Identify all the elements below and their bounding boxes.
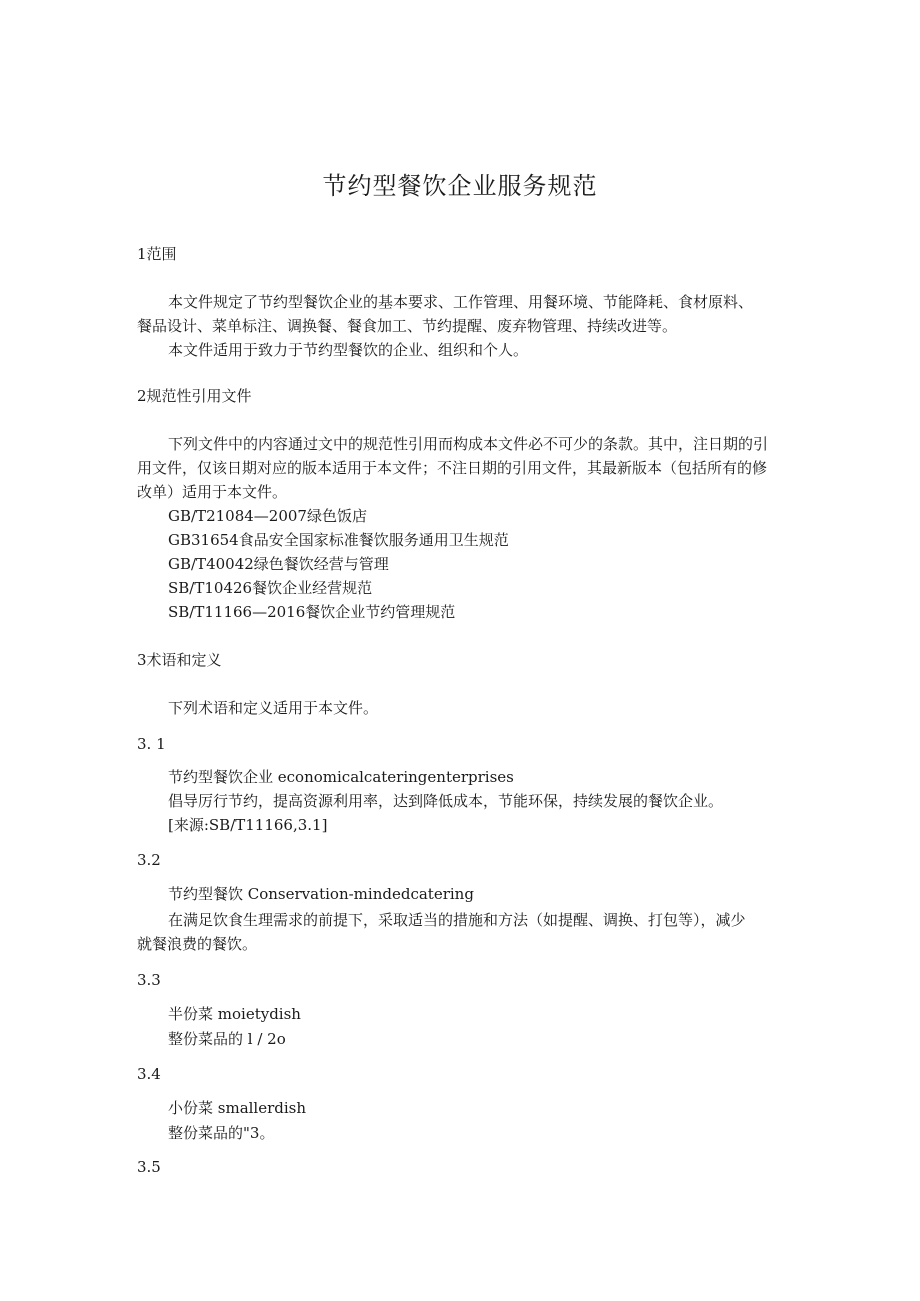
term-number: 3.3 [137,971,161,989]
reference-item: GB/T40042绿色餐饮经营与管理 [168,555,389,573]
term-number: 3. 1 [137,735,166,753]
term-number: 3.5 [137,1158,161,1176]
paragraph-line: 本文件适用于致力于节约型餐饮的企业、组织和个人。 [168,341,529,359]
term-number: 3.4 [137,1065,161,1083]
reference-item: SB/T10426餐饮企业经营规范 [168,579,373,597]
paragraph-line: 本文件规定了节约型餐饮企业的基本要求、工作管理、用餐环境、节能降耗、食材原料、 [168,293,754,311]
term-name: 节约型餐饮企业 economicalcateringenterprises [168,768,514,786]
section-heading-normative-references: 2规范性引用文件 [137,387,252,405]
term-name: 小份菜 smallerdish [168,1099,307,1117]
section-heading-scope: 1范围 [137,245,177,263]
paragraph-line: 餐品设计、菜单标注、调换餐、餐食加工、节约提醒、废弃物管理、持续改进等。 [137,317,678,335]
term-name: 半份菜 moietydish [168,1005,301,1023]
paragraph-line: 下列术语和定义适用于本文件。 [168,699,379,717]
paragraph-line: 下列文件中的内容通过文中的规范性引用而构成本文件必不可少的条款。其中，注日期的引 [168,435,769,453]
term-name: 节约型餐饮 Conservation-mindedcatering [168,885,474,903]
document-title: 节约型餐饮企业服务规范 [322,172,598,200]
term-number: 3.2 [137,851,161,869]
section-heading-terms: 3术语和定义 [137,651,222,669]
reference-item: GB/T21084—2007绿色饭店 [168,507,367,525]
reference-item: GB31654食品安全国家标准餐饮服务通用卫生规范 [168,531,509,549]
reference-item: SB/T11166—2016餐饮企业节约管理规范 [168,603,456,621]
paragraph-line: 用文件，仅该日期对应的版本适用于本文件；不注日期的引用文件，其最新版本（包括所有的修 [137,459,768,477]
term-definition: 整份菜品的 l / 2o [168,1030,286,1048]
term-definition: 整份菜品的"3。 [168,1124,275,1142]
term-definition: 就餐浪费的餐饮。 [137,935,258,953]
paragraph-line: 改单）适用于本文件。 [137,483,288,501]
term-source: [来源:SB/T11166,3.1] [168,816,328,834]
term-definition: 在满足饮食生理需求的前提下，采取适当的措施和方法（如提醒、调换、打包等），减少 [168,911,746,929]
term-definition: 倡导厉行节约，提高资源利用率，达到降低成本，节能环保，持续发展的餐饮企业。 [168,792,724,810]
